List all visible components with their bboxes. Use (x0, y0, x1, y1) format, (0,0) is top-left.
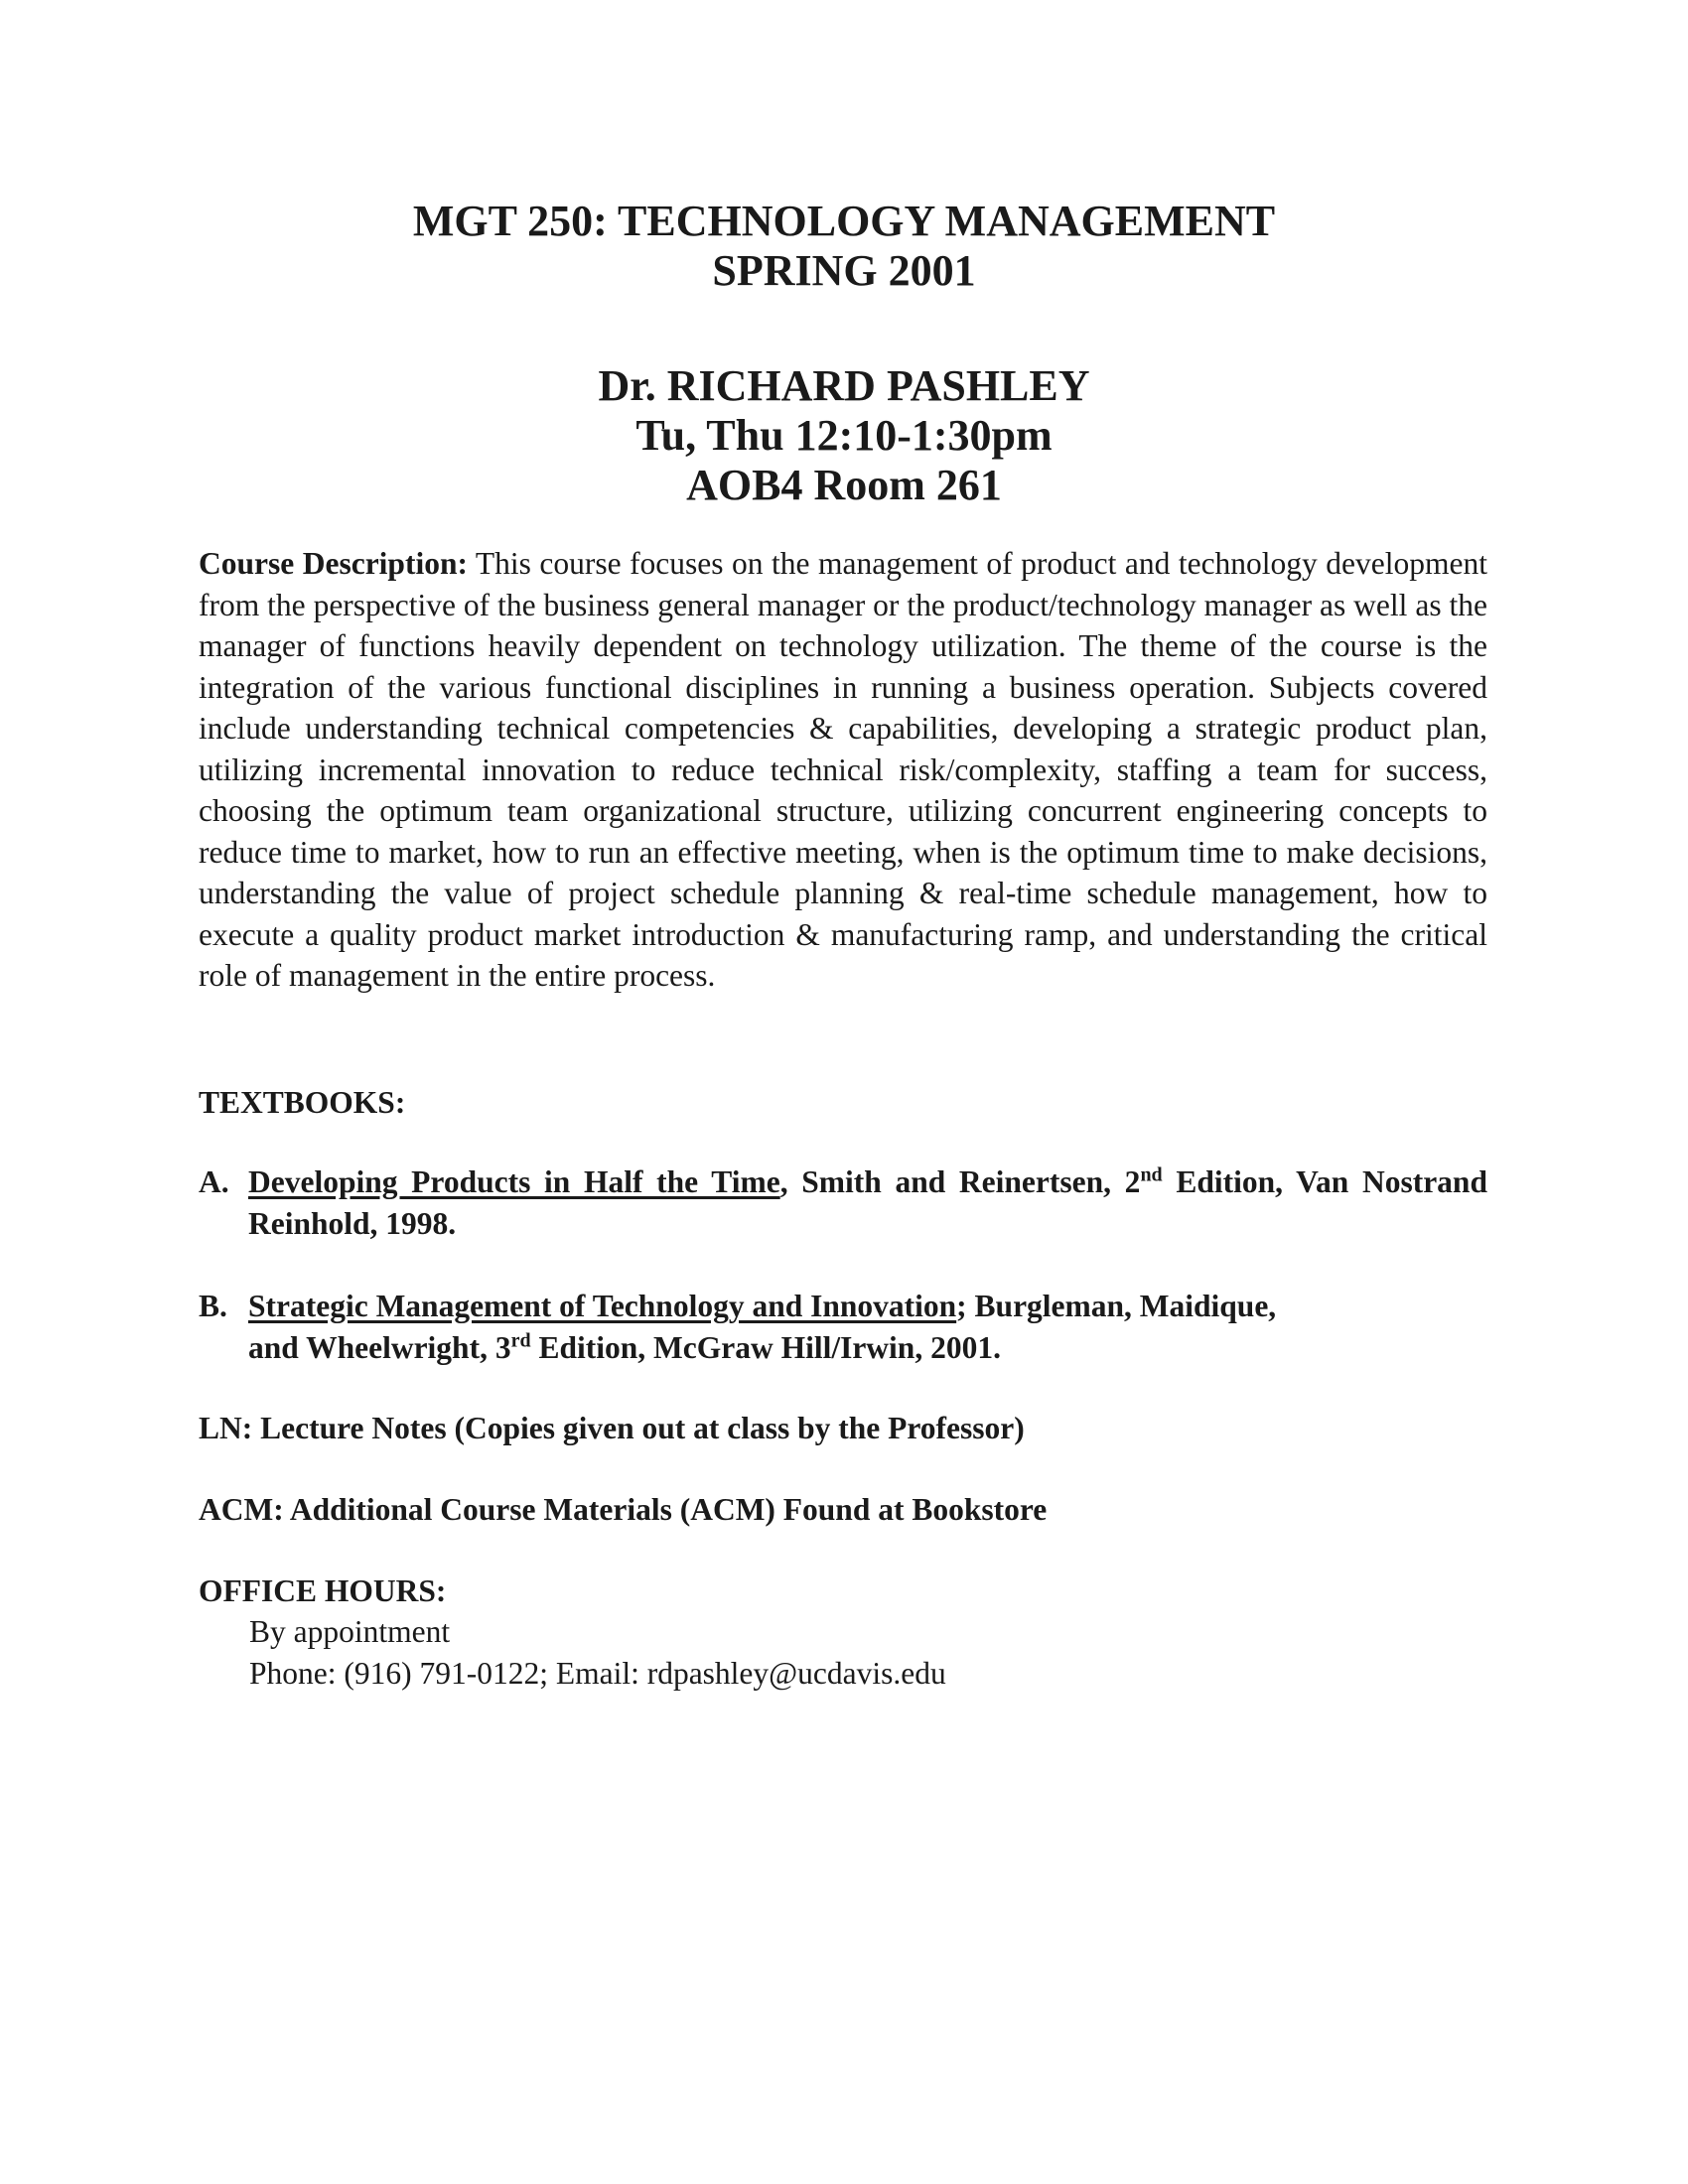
textbooks-heading: TEXTBOOKS: (199, 1085, 406, 1120)
instructor-name: Dr. RICHARD PASHLEY (598, 361, 1090, 410)
office-hours-appointment: By appointment (249, 1614, 451, 1649)
textbook-authors: ; Burgleman, Maidique, (956, 1289, 1277, 1323)
office-hours-heading: OFFICE HOURS: (199, 1573, 447, 1608)
course-title: MGT 250: TECHNOLOGY MANAGEMENT (412, 197, 1276, 245)
class-schedule: Tu, Thu 12:10-1:30pm (635, 411, 1053, 460)
textbook-authors-cont: and Wheelwright, 3 (248, 1329, 511, 1365)
textbook-publisher: Edition, McGraw Hill/Irwin, 2001. (530, 1329, 1001, 1365)
textbook-citation-line-1 (248, 1286, 1487, 1327)
textbook-publisher: Edition, Van Nostrand Reinhold, 1998. (248, 1164, 1487, 1241)
textbook-item (199, 1161, 1487, 1244)
course-description-text: This course focuses on the management of product and technology development from the perspective of the business general manager or the product/technology manager as well as the manager of functions heavily dependent on technology utilization. The theme of the course is the integration of the various functional disciplines in running a business operation. Subjects covered include understanding technical competencies & capabilities, developing a strategic product plan, utilizing incremental innovation to reduce technical risk/complexity, staffing a team for success, choosing the optimum team organizational structure, utilizing concurrent engineering concepts to reduce time to market, how to run an effective meeting, when is the optimum time to make decisions, understanding the value of project schedule planning & real-time schedule management, how to execute a quality product market introduction & manufacturing ramp, and understanding the critical role of management in the entire process. (199, 546, 1487, 993)
textbook-letter: B. (199, 1289, 227, 1323)
additional-materials-line: ACM: Additional Course Materials (ACM) Found at Bookstore (199, 1492, 1048, 1527)
course-term: SPRING 2001 (712, 246, 976, 295)
office-hours-details (249, 1611, 1441, 1694)
course-description (199, 543, 1487, 997)
course-title-block (0, 197, 1688, 296)
office-hours-contact: Phone: (916) 791-0122; Email: rdpashley@ucdavis.edu (249, 1655, 946, 1691)
textbook-title: Developing Products in Half the Time (248, 1164, 780, 1199)
instructor-block (0, 361, 1688, 510)
edition-superscript: nd (1140, 1163, 1163, 1186)
edition-superscript: rd (510, 1329, 531, 1351)
textbook-letter: A. (199, 1164, 229, 1199)
textbook-citation (248, 1161, 1487, 1244)
course-description-label: Course Description: (199, 546, 468, 581)
textbook-title: Strategic Management of Technology and Innovation (248, 1289, 957, 1323)
lecture-notes-line: LN: Lecture Notes (Copies given out at class by the Professor) (199, 1411, 1025, 1445)
textbook-item (199, 1286, 1487, 1368)
class-location: AOB4 Room 261 (686, 461, 1002, 509)
textbook-authors: , Smith and Reinertsen, 2 (779, 1164, 1141, 1199)
textbook-citation-line-2 (248, 1327, 1487, 1369)
textbook-citation (248, 1286, 1487, 1368)
